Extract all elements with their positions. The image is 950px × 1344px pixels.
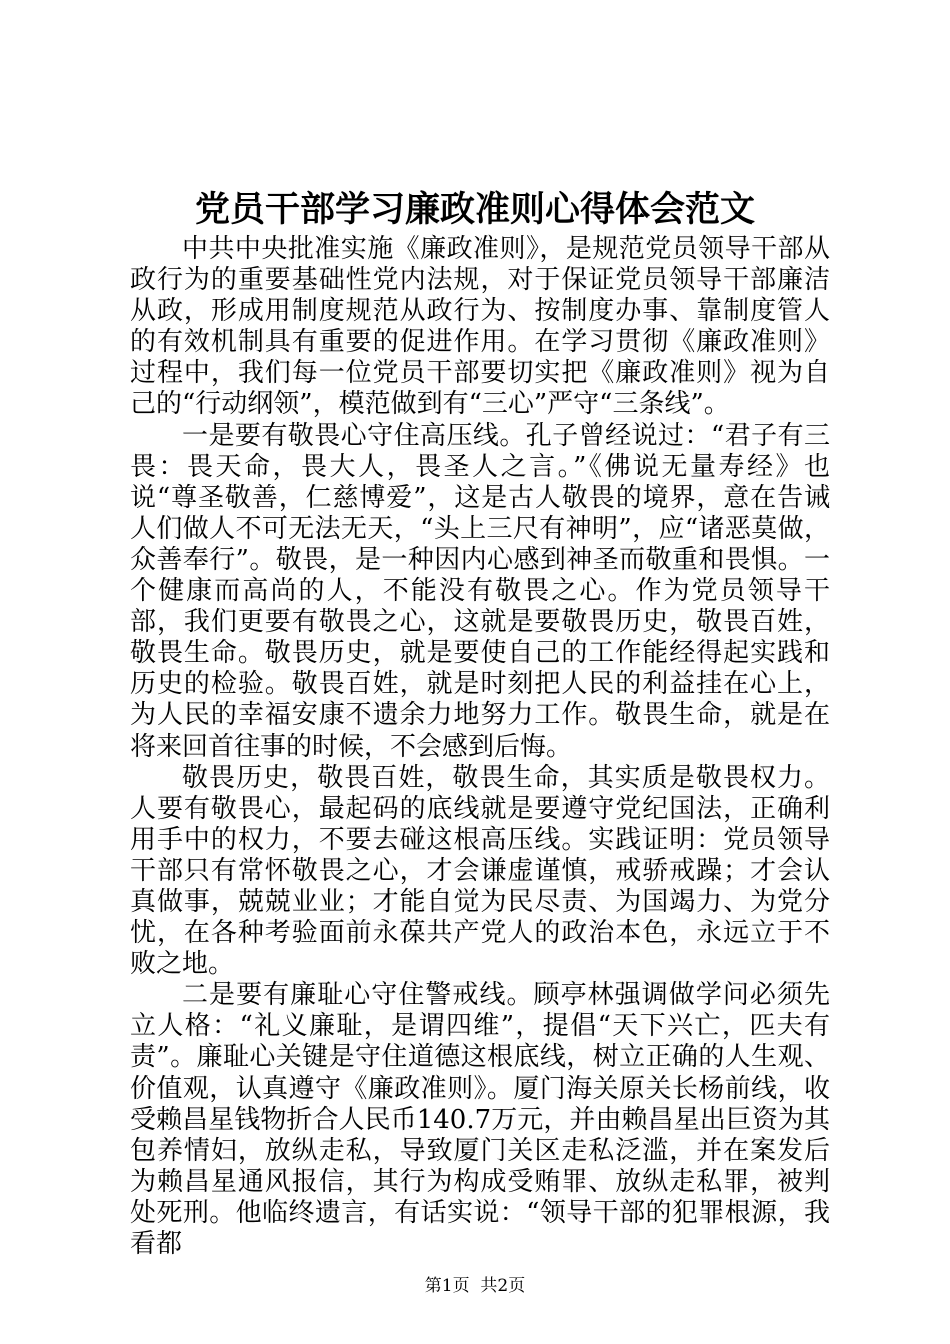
paragraph: 敬畏历史，敬畏百姓，敬畏生命，其实质是敬畏权力。人要有敬畏心，最起码的底线就是要遵守党纪国法，正确利用手中的权力，不要去碰这根高压线。实践证明：党员领导干部只有常怀敬畏之心，才会谦虚谨慎，戒骄戒躁；才会认真做事，兢兢业业；才能自觉为民尽责、为国竭力、为党分忧，在各种考验面前永葆共产党人的政治本色，永远立于不败之地。	[130, 762, 830, 980]
page-number-footer: 第1页 共2页	[424, 1276, 526, 1296]
paragraph: 一是要有敬畏心守住高压线。孔子曾经说过：“君子有三畏：畏天命，畏大人，畏圣人之言。”《佛说无量寿经》也说“尊圣敬善，仁慈博爱”，这是古人敬畏的境界，意在告诫人们做人不可无法无天，“头上三尺有神明”，应“诸恶莫做，众善奉行”。敬畏，是一种因内心感到神圣而敬重和畏惧。一个健康而高尚的人，不能没有敬畏之心。作为党员领导干部，我们更要有敬畏之心，这就是要敬畏历史，敬畏百姓，敬畏生命。敬畏历史，就是要使自己的工作能经得起实践和历史的检验。敬畏百姓，就是时刻把人民的利益挂在心上，为人民的幸福安康不遗余力地努力工作。敬畏生命，就是在将来回首往事的时候，不会感到后悔。	[130, 420, 830, 762]
paragraph: 中共中央批准实施《廉政准则》，是规范党员领导干部从政行为的重要基础性党内法规，对于保证党员领导干部廉洁从政，形成用制度规范从政行为、按制度办事、靠制度管人的有效机制具有重要的促进作用。在学习贯彻《廉政准则》过程中，我们每一位党员干部要切实把《廉政准则》视为自己的“行动纲领”，模范做到有“三心”严守“三条线”。	[130, 234, 830, 420]
paragraph: 二是要有廉耻心守住警戒线。顾亭林强调做学问必须先立人格：“礼义廉耻，是谓四维”，提倡“天下兴亡，匹夫有责”。廉耻心关键是守住道德这根底线，树立正确的人生观、价值观，认真遵守《廉政准则》。厦门海关原关长杨前线，收受赖昌星钱物折合人民币140.7万元，并由赖昌星出巨资为其包养情妇，放纵走私，导致厦门关区走私泛滥，并在案发后为赖昌星通风报信，其行为构成受贿罪、放纵走私罪，被判处死刑。他临终遗言，有话实说：“领导干部的犯罪根源，我看都	[130, 980, 830, 1259]
document-title: 党员干部学习廉政准则心得体会范文	[194, 189, 755, 230]
document-body	[130, 234, 830, 1260]
